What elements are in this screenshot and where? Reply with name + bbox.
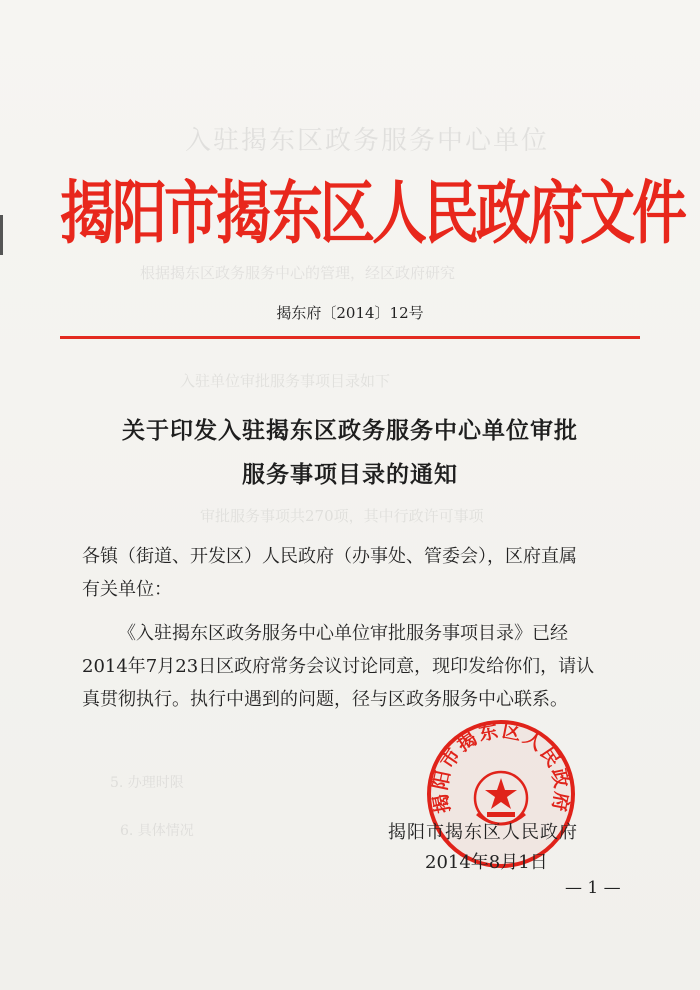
issuer-header-title: 揭阳市揭东区人民政府文件	[60, 173, 685, 253]
body-line-2: 2014年7月23日区政府常务会议讨论同意，现印发给你们，请认	[82, 656, 595, 677]
binding-mark	[0, 215, 3, 255]
show-through-text: 5. 办理时限	[110, 775, 184, 791]
signer-name: 揭阳市揭东区人民政府	[388, 822, 578, 843]
svg-text:揭阳市揭东区人民政府: 揭阳市揭东区人民政府	[429, 719, 573, 815]
show-through-text: 审批服务事项共270项，其中行政许可事项	[200, 507, 484, 525]
body-text	[82, 617, 627, 716]
addressee-line-2: 有关单位：	[82, 579, 172, 600]
document-number: 揭东府〔2014〕12号	[276, 304, 424, 322]
show-through-text: 6. 具体情况	[120, 823, 194, 839]
addressee-line-1: 各镇（街道、开发区）人民政府（办事处、管委会），区府直属	[82, 546, 577, 567]
show-through-text: 入驻单位审批服务事项目录如下	[180, 372, 391, 390]
addressee	[82, 540, 627, 606]
body-line-1: 《入驻揭东区政务服务中心单位审批服务事项目录》已经	[118, 623, 568, 644]
red-separator-line	[60, 336, 640, 339]
page-number: — 1 —	[565, 878, 621, 898]
body-line-3: 真贯彻执行。执行中遇到的问题，径与区政务服务中心联系。	[82, 689, 568, 710]
show-through-text: 入驻揭东区政务服务中心单位	[185, 126, 550, 156]
document-title-line-1: 关于印发入驻揭东区政务服务中心单位审批	[122, 418, 578, 444]
document-title-line-2: 服务事项目录的通知	[242, 462, 458, 488]
signing-date: 2014年8月1日	[425, 852, 548, 873]
show-through-text: 根据揭东区政务服务中心的管理，经区政府研究	[140, 264, 456, 282]
